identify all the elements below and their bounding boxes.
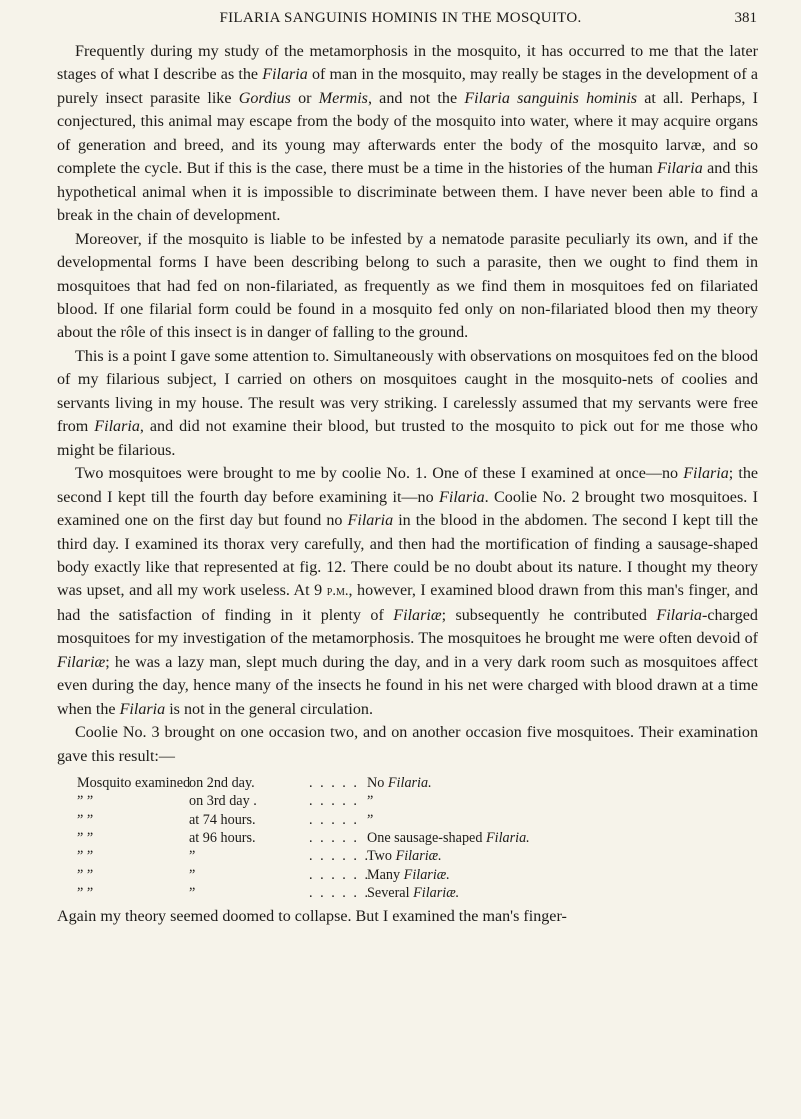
text-run: ; subsequently he contributed — [441, 606, 657, 624]
paragraph — [57, 462, 758, 721]
text-run: ; he was a lazy man, slept much during the day, and in a very dark room such as mosquitoes affect even during the day, hence many of the insects he found in his net were charged with blood drawn at a time when the — [57, 653, 758, 718]
results-row — [77, 774, 758, 792]
results-cell: . . . . . — [309, 811, 359, 828]
text-run: ; the second I kept till the fourth day before examining it—no — [57, 465, 759, 506]
results-cell: ” ” — [77, 829, 94, 846]
results-cell: . . . . . — [309, 793, 359, 810]
paragraph — [57, 721, 758, 768]
italic-run: Filaria — [262, 66, 308, 84]
results-cell: ” ” — [77, 811, 94, 828]
results-cell: Mosquito examined — [77, 775, 191, 792]
text-run: -charged mosquitoes for my investigation of the metamorphosis. The mosquitoes he brought me were often devoid of — [57, 606, 758, 648]
results-cell: ” — [189, 848, 196, 865]
results-cell: ” ” — [77, 793, 94, 810]
results-cell: ” ” — [77, 866, 94, 883]
results-cell: ” — [189, 866, 196, 883]
results-row — [77, 884, 758, 902]
italic-run: Filaria — [683, 465, 729, 483]
results-cell: at 74 hours. — [189, 811, 256, 828]
italic-run: Filaria. — [485, 829, 530, 846]
text-run: , and not the — [367, 89, 465, 107]
paragraph — [57, 228, 758, 345]
text-run: One sausage-shaped — [367, 829, 486, 846]
page-header — [0, 8, 801, 34]
text-run: Frequently during my study of the metamorphosis in the mosquito, it has occurred to me that the later stages of what I describe as the — [57, 43, 758, 84]
text-run: of man in the mosquito, may really be stages in the development of a purely insect parasite like — [57, 66, 758, 107]
text-run: or — [290, 89, 319, 107]
results-outcome — [367, 847, 442, 865]
text-run: , and did not examine their blood, but trusted to the mosquito to pick out for me those who might be filarious. — [57, 418, 758, 459]
text-run: No — [367, 775, 388, 792]
paragraph — [57, 345, 758, 462]
italic-run: Filaria — [119, 700, 166, 718]
results-table — [77, 774, 758, 902]
results-cell: on 3rd day . — [189, 793, 257, 810]
italic-run: Filariæ. — [413, 884, 460, 901]
text-run: ” — [367, 811, 374, 828]
results-cell: ” ” — [77, 848, 94, 865]
italic-run: Filariæ. — [403, 866, 450, 883]
results-cell: on 2nd day. — [189, 775, 255, 792]
italic-run: Mermis — [318, 89, 368, 107]
page-number: 381 — [734, 10, 757, 26]
italic-run: Filariæ — [393, 606, 442, 624]
results-cell: . . . . . — [309, 829, 359, 846]
results-row — [77, 847, 758, 865]
text-run: ” — [367, 793, 374, 810]
results-cell: . . . . . . — [309, 866, 371, 883]
closing-paragraph — [57, 905, 758, 928]
text-run: Moreover, if the mosquito is liable to be infested by a nematode parasite peculiarly its own, and if the developmental forms I have been describing belong to such a parasite, then we ought to find them in mosquitoes that had fed on non-filariated, as frequently as we find them in mosquitoes fed on filariated blood. If one filarial form could be found in a mosquito fed only on non-filariated blood then my theory about the rôle of this insect is in danger of falling to the ground. — [57, 230, 758, 342]
results-row — [77, 866, 758, 884]
results-cell: . . . . . — [309, 775, 359, 792]
text-run: , however, I examined blood drawn from this man's finger, and had the satisfaction of finding in it plenty of — [57, 582, 758, 624]
results-cell: . . . . . . — [309, 848, 371, 865]
body-text — [57, 40, 758, 929]
text-run: Two — [367, 848, 396, 865]
text-run: Many — [367, 866, 404, 883]
italic-run: Filaria — [657, 160, 703, 178]
italic-run: Filaria — [439, 488, 485, 506]
results-outcome — [367, 884, 459, 902]
results-outcome — [367, 811, 373, 829]
results-outcome — [367, 774, 432, 792]
results-outcome — [367, 866, 450, 884]
text-run: in the blood in the abdomen. The second I kept till the third day. I examined its thorax very carefully, and then had the mortification of finding a sausage-shaped body exactly like that represented at fig. 12. There could be no doubt about its nature. I thought my theory was upset, and all my work useless. At 9 — [57, 512, 758, 600]
small-caps-run: p.m. — [326, 583, 349, 600]
results-row — [77, 811, 758, 829]
italic-run: Filaria — [94, 418, 140, 436]
text-run: This is a point I gave some attention to. Simultaneously with observations on mosquitoes fed on the blood of my filarious subject, I carried on others on mosquitoes caught in the mosquito-nets of coolies and servants living in my house. The result was very striking. I carelessly assumed that my servants were free from — [57, 347, 759, 436]
paragraph — [57, 40, 758, 228]
text-run: at all. Perhaps, I conjectured, this animal may escape from the body of the mosquito into water, where it may acquire organs of generation and breed, and its young may afterwards enter the body of the mosquito larvæ, and so complete the cycle. But if this is the case, there must be a time in the histories of the human — [57, 89, 759, 178]
text-run: . Coolie No. 2 brought two mosquitoes. I examined one on the first day but found no — [57, 488, 758, 530]
italic-run: Gordius — [238, 89, 291, 107]
text-run: is not in the general circulation. — [165, 700, 373, 718]
italic-run: Filaria sanguinis hominis — [464, 89, 638, 107]
results-cell: at 96 hours. — [189, 829, 256, 846]
results-outcome — [367, 829, 530, 847]
italic-run: Filaria — [656, 606, 702, 624]
text-run: Again my theory seemed doomed to collapse. But I examined the man's finger- — [57, 908, 567, 926]
text-run: Several — [367, 884, 414, 901]
italic-run: Filariæ. — [395, 848, 442, 865]
results-cell: ” — [189, 884, 196, 901]
results-cell: . . . . . . — [309, 884, 371, 901]
results-cell: ” ” — [77, 884, 94, 901]
italic-run: Filariæ — [57, 653, 106, 671]
results-row — [77, 792, 758, 810]
italic-run: Filaria — [347, 512, 394, 530]
text-run: Two mosquitoes were brought to me by coolie No. 1. One of these I examined at once—no — [75, 465, 684, 483]
running-title: FILARIA SANGUINIS HOMINIS IN THE MOSQUITO. — [219, 10, 582, 26]
italic-run: Filaria. — [387, 775, 432, 792]
results-row — [77, 829, 758, 847]
results-outcome — [367, 792, 373, 810]
text-run: and this hypothetical animal when it is impossible to discriminate between them. I have never been able to find a break in the chain of development. — [57, 160, 758, 225]
text-run: Coolie No. 3 brought on one occasion two, and on another occasion five mosquitoes. Their examination gave this result:— — [57, 724, 758, 765]
